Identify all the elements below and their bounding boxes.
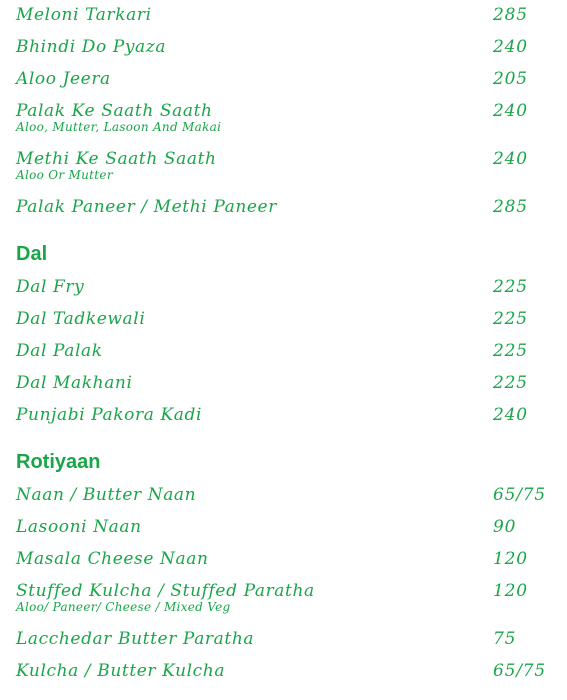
item-price: 65/75	[493, 485, 546, 505]
item-price: 205	[493, 69, 528, 89]
item-price: 240	[493, 405, 528, 425]
item-name: Meloni Tarkari	[16, 5, 152, 25]
item-price: 240	[493, 149, 528, 169]
item-name: Masala Cheese Naan	[16, 549, 209, 569]
item-name: Punjabi Pakora Kadi	[16, 405, 203, 425]
item-price: 240	[493, 101, 528, 121]
item-name: Aloo Jeera	[16, 69, 111, 89]
item-name: Dal Makhani	[16, 373, 133, 393]
item-price: 225	[493, 277, 528, 297]
item-price: 65/75	[493, 661, 546, 681]
item-name: Dal Fry	[16, 277, 85, 297]
item-description: Aloo Or Mutter	[16, 168, 113, 182]
item-description: Aloo/ Paneer/ Cheese / Mixed Veg	[16, 600, 231, 614]
item-name: Dal Tadkewali	[16, 309, 146, 329]
item-name: Palak Ke Saath Saath	[16, 101, 213, 121]
item-name: Methi Ke Saath Saath	[16, 149, 217, 169]
item-name: Lacchedar Butter Paratha	[16, 629, 255, 649]
item-name: Lasooni Naan	[16, 517, 142, 537]
item-price: 120	[493, 549, 528, 569]
item-price: 285	[493, 197, 528, 217]
item-price: 225	[493, 341, 528, 361]
item-price: 225	[493, 309, 528, 329]
item-price: 225	[493, 373, 528, 393]
item-name: Naan / Butter Naan	[16, 485, 197, 505]
item-name: Dal Palak	[16, 341, 103, 361]
item-price: 75	[493, 629, 517, 649]
item-price: 90	[493, 517, 517, 537]
item-price: 240	[493, 37, 528, 57]
item-name: Bhindi Do Pyaza	[16, 37, 167, 57]
item-price: 120	[493, 581, 528, 601]
section-title-dal: Dal	[16, 243, 48, 265]
item-name: Stuffed Kulcha / Stuffed Paratha	[16, 581, 315, 601]
item-price: 285	[493, 5, 528, 25]
section-title-rotiyaan: Rotiyaan	[16, 451, 101, 473]
item-name: Palak Paneer / Methi Paneer	[16, 197, 277, 217]
item-description: Aloo, Mutter, Lasoon And Makai	[16, 120, 222, 134]
item-name: Kulcha / Butter Kulcha	[16, 661, 226, 681]
